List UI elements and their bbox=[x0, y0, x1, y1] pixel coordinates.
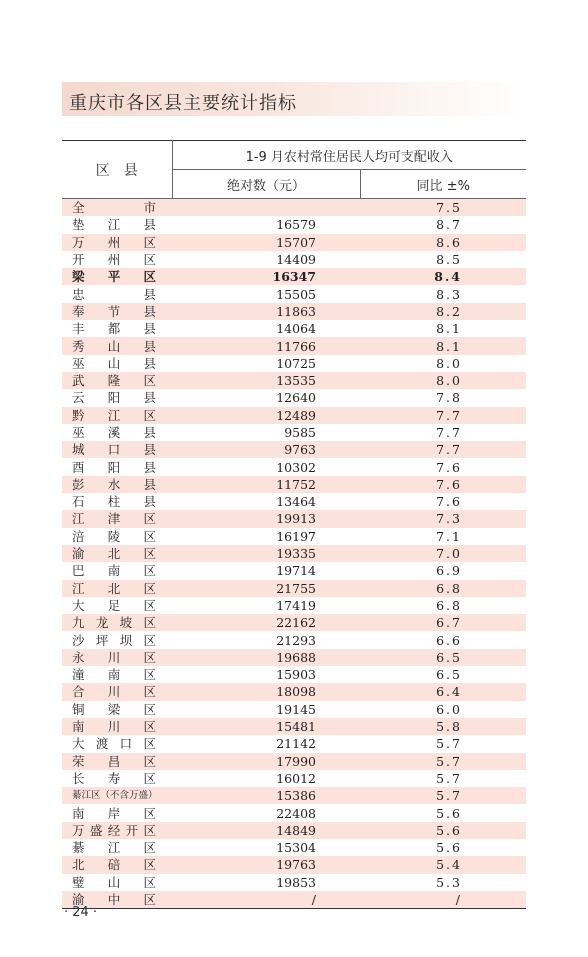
absolute-value: 11863 bbox=[172, 303, 360, 320]
region-name: 江 津 区 bbox=[62, 510, 172, 527]
yoy-value: 8.3 bbox=[360, 285, 526, 302]
table-row bbox=[62, 337, 526, 354]
yoy-value: 6.5 bbox=[360, 649, 526, 666]
absolute-value: / bbox=[172, 891, 360, 909]
absolute-value: 12640 bbox=[172, 389, 360, 406]
region-name: 沙 坪 坝 区 bbox=[62, 631, 172, 648]
absolute-value: 17419 bbox=[172, 597, 360, 614]
absolute-value: 16197 bbox=[172, 528, 360, 545]
yoy-value: 6.5 bbox=[360, 666, 526, 683]
table-row bbox=[62, 666, 526, 683]
yoy-value: 8.6 bbox=[360, 234, 526, 251]
table-row bbox=[62, 355, 526, 372]
region-name: 酉 阳 县 bbox=[62, 458, 172, 475]
table-body bbox=[62, 199, 526, 909]
absolute-value: 21755 bbox=[172, 580, 360, 597]
table-row bbox=[62, 804, 526, 821]
yoy-value: 5.7 bbox=[360, 753, 526, 770]
table-row bbox=[62, 562, 526, 579]
absolute-value: 13464 bbox=[172, 493, 360, 510]
table-row bbox=[62, 614, 526, 631]
region-name: 万 州 区 bbox=[62, 234, 172, 251]
yoy-value: 6.0 bbox=[360, 701, 526, 718]
region-name: 奉 节 县 bbox=[62, 303, 172, 320]
absolute-value: 15386 bbox=[172, 787, 360, 804]
yoy-value: 5.7 bbox=[360, 787, 526, 804]
region-name: 垫 江 县 bbox=[62, 216, 172, 233]
region-name: 江 北 区 bbox=[62, 580, 172, 597]
yoy-value: 7.5 bbox=[360, 199, 526, 217]
absolute-value: 9585 bbox=[172, 424, 360, 441]
table-row bbox=[62, 285, 526, 302]
yoy-value: 6.6 bbox=[360, 631, 526, 648]
table-row bbox=[62, 718, 526, 735]
absolute-value: 14064 bbox=[172, 320, 360, 337]
region-name: 黔 江 区 bbox=[62, 407, 172, 424]
table-row bbox=[62, 683, 526, 700]
absolute-value: 11752 bbox=[172, 476, 360, 493]
yoy-value: 7.7 bbox=[360, 407, 526, 424]
table-row bbox=[62, 856, 526, 873]
region-name: 铜 梁 区 bbox=[62, 701, 172, 718]
region-name: 巫 溪 县 bbox=[62, 424, 172, 441]
page-title: 重庆市各区县主要统计指标 bbox=[69, 93, 297, 114]
absolute-value: 16012 bbox=[172, 770, 360, 787]
region-name: 荣 昌 区 bbox=[62, 753, 172, 770]
absolute-value: 15903 bbox=[172, 666, 360, 683]
table-row bbox=[62, 476, 526, 493]
yoy-value: 7.8 bbox=[360, 389, 526, 406]
statistics-table bbox=[62, 140, 526, 909]
region-name: 万 盛 经 开 区 bbox=[62, 822, 172, 839]
table-row bbox=[62, 234, 526, 251]
absolute-value: 12489 bbox=[172, 407, 360, 424]
yoy-value: 5.6 bbox=[360, 804, 526, 821]
absolute-value: 19714 bbox=[172, 562, 360, 579]
table-row bbox=[62, 822, 526, 839]
region-name: 梁 平 区 bbox=[62, 268, 172, 285]
yoy-value: 8.4 bbox=[360, 268, 526, 285]
region-name: 秀 山 县 bbox=[62, 337, 172, 354]
yoy-value: 8.2 bbox=[360, 303, 526, 320]
absolute-value: 10725 bbox=[172, 355, 360, 372]
table-row bbox=[62, 753, 526, 770]
table-row bbox=[62, 458, 526, 475]
table-row bbox=[62, 441, 526, 458]
absolute-value: 13535 bbox=[172, 372, 360, 389]
absolute-value: 19853 bbox=[172, 874, 360, 891]
yoy-value: / bbox=[360, 891, 526, 909]
yoy-value: 7.7 bbox=[360, 424, 526, 441]
region-name: 綦江区（不含万盛） bbox=[62, 787, 172, 804]
yoy-value: 5.7 bbox=[360, 770, 526, 787]
yoy-value: 7.0 bbox=[360, 545, 526, 562]
region-name: 北 碚 区 bbox=[62, 856, 172, 873]
region-name: 永 川 区 bbox=[62, 649, 172, 666]
yoy-value: 5.8 bbox=[360, 718, 526, 735]
absolute-value: 19763 bbox=[172, 856, 360, 873]
region-name: 石 柱 县 bbox=[62, 493, 172, 510]
absolute-value: 19145 bbox=[172, 701, 360, 718]
yoy-value: 7.6 bbox=[360, 458, 526, 475]
region-name: 大 足 区 bbox=[62, 597, 172, 614]
table-row bbox=[62, 199, 526, 217]
region-name: 城 口 县 bbox=[62, 441, 172, 458]
yoy-value: 7.7 bbox=[360, 441, 526, 458]
yoy-value: 8.0 bbox=[360, 355, 526, 372]
table-row bbox=[62, 424, 526, 441]
region-name: 南 岸 区 bbox=[62, 804, 172, 821]
region-name: 忠 县 bbox=[62, 285, 172, 302]
region-name: 巴 南 区 bbox=[62, 562, 172, 579]
yoy-value: 7.6 bbox=[360, 476, 526, 493]
absolute-value: 19335 bbox=[172, 545, 360, 562]
yoy-value: 6.4 bbox=[360, 683, 526, 700]
yoy-value: 5.7 bbox=[360, 735, 526, 752]
region-name: 全 市 bbox=[62, 199, 172, 217]
yoy-value: 6.7 bbox=[360, 614, 526, 631]
title-band bbox=[62, 82, 526, 116]
table-row bbox=[62, 510, 526, 527]
region-name: 大 渡 口 区 bbox=[62, 735, 172, 752]
region-name: 彭 水 县 bbox=[62, 476, 172, 493]
region-name: 涪 陵 区 bbox=[62, 528, 172, 545]
absolute-value bbox=[172, 199, 360, 217]
absolute-value: 14849 bbox=[172, 822, 360, 839]
table-row bbox=[62, 770, 526, 787]
table-row bbox=[62, 735, 526, 752]
yoy-value: 5.6 bbox=[360, 839, 526, 856]
region-name: 长 寿 区 bbox=[62, 770, 172, 787]
yoy-value: 8.5 bbox=[360, 251, 526, 268]
yoy-value: 8.7 bbox=[360, 216, 526, 233]
absolute-value: 15304 bbox=[172, 839, 360, 856]
header-region: 区县 bbox=[62, 141, 172, 199]
yoy-value: 8.1 bbox=[360, 337, 526, 354]
table-row bbox=[62, 493, 526, 510]
table-row bbox=[62, 787, 526, 804]
table-row bbox=[62, 303, 526, 320]
yoy-value: 6.8 bbox=[360, 597, 526, 614]
yoy-value: 5.4 bbox=[360, 856, 526, 873]
table-row bbox=[62, 874, 526, 891]
header-income-group: 1-9 月农村常住居民人均可支配收入 bbox=[172, 141, 526, 170]
absolute-value: 19688 bbox=[172, 649, 360, 666]
header-absolute: 绝对数（元） bbox=[172, 170, 360, 199]
page-number: · 24 · bbox=[64, 905, 98, 920]
absolute-value: 17990 bbox=[172, 753, 360, 770]
region-name: 开 州 区 bbox=[62, 251, 172, 268]
yoy-value: 5.6 bbox=[360, 822, 526, 839]
table-row bbox=[62, 407, 526, 424]
region-name: 合 川 区 bbox=[62, 683, 172, 700]
yoy-value: 7.3 bbox=[360, 510, 526, 527]
table-row bbox=[62, 389, 526, 406]
table-row bbox=[62, 597, 526, 614]
absolute-value: 19913 bbox=[172, 510, 360, 527]
table-row bbox=[62, 649, 526, 666]
absolute-value: 16347 bbox=[172, 268, 360, 285]
region-name: 巫 山 县 bbox=[62, 355, 172, 372]
table-row bbox=[62, 268, 526, 285]
region-name: 武 隆 区 bbox=[62, 372, 172, 389]
absolute-value: 15707 bbox=[172, 234, 360, 251]
region-name: 綦 江 区 bbox=[62, 839, 172, 856]
yoy-value: 7.1 bbox=[360, 528, 526, 545]
table-row bbox=[62, 216, 526, 233]
yoy-value: 6.8 bbox=[360, 580, 526, 597]
absolute-value: 11766 bbox=[172, 337, 360, 354]
absolute-value: 10302 bbox=[172, 458, 360, 475]
table-row bbox=[62, 372, 526, 389]
table-row bbox=[62, 545, 526, 562]
absolute-value: 15505 bbox=[172, 285, 360, 302]
region-name: 璧 山 区 bbox=[62, 874, 172, 891]
table-row bbox=[62, 251, 526, 268]
absolute-value: 16579 bbox=[172, 216, 360, 233]
table-row bbox=[62, 701, 526, 718]
yoy-value: 7.6 bbox=[360, 493, 526, 510]
absolute-value: 15481 bbox=[172, 718, 360, 735]
region-name: 九 龙 坡 区 bbox=[62, 614, 172, 631]
absolute-value: 21142 bbox=[172, 735, 360, 752]
table-row bbox=[62, 631, 526, 648]
header-yoy: 同比 ±% bbox=[360, 170, 526, 199]
absolute-value: 21293 bbox=[172, 631, 360, 648]
yoy-value: 8.0 bbox=[360, 372, 526, 389]
table-row bbox=[62, 839, 526, 856]
table-row bbox=[62, 320, 526, 337]
yoy-value: 8.1 bbox=[360, 320, 526, 337]
yoy-value: 6.9 bbox=[360, 562, 526, 579]
region-name: 潼 南 区 bbox=[62, 666, 172, 683]
absolute-value: 18098 bbox=[172, 683, 360, 700]
region-name: 丰 都 县 bbox=[62, 320, 172, 337]
absolute-value: 9763 bbox=[172, 441, 360, 458]
absolute-value: 22408 bbox=[172, 804, 360, 821]
table-row bbox=[62, 528, 526, 545]
region-name: 渝 中 区 bbox=[62, 891, 172, 909]
yoy-value: 5.3 bbox=[360, 874, 526, 891]
absolute-value: 22162 bbox=[172, 614, 360, 631]
absolute-value: 14409 bbox=[172, 251, 360, 268]
region-name: 南 川 区 bbox=[62, 718, 172, 735]
table-row bbox=[62, 891, 526, 909]
table-row bbox=[62, 580, 526, 597]
region-name: 云 阳 县 bbox=[62, 389, 172, 406]
region-name: 渝 北 区 bbox=[62, 545, 172, 562]
